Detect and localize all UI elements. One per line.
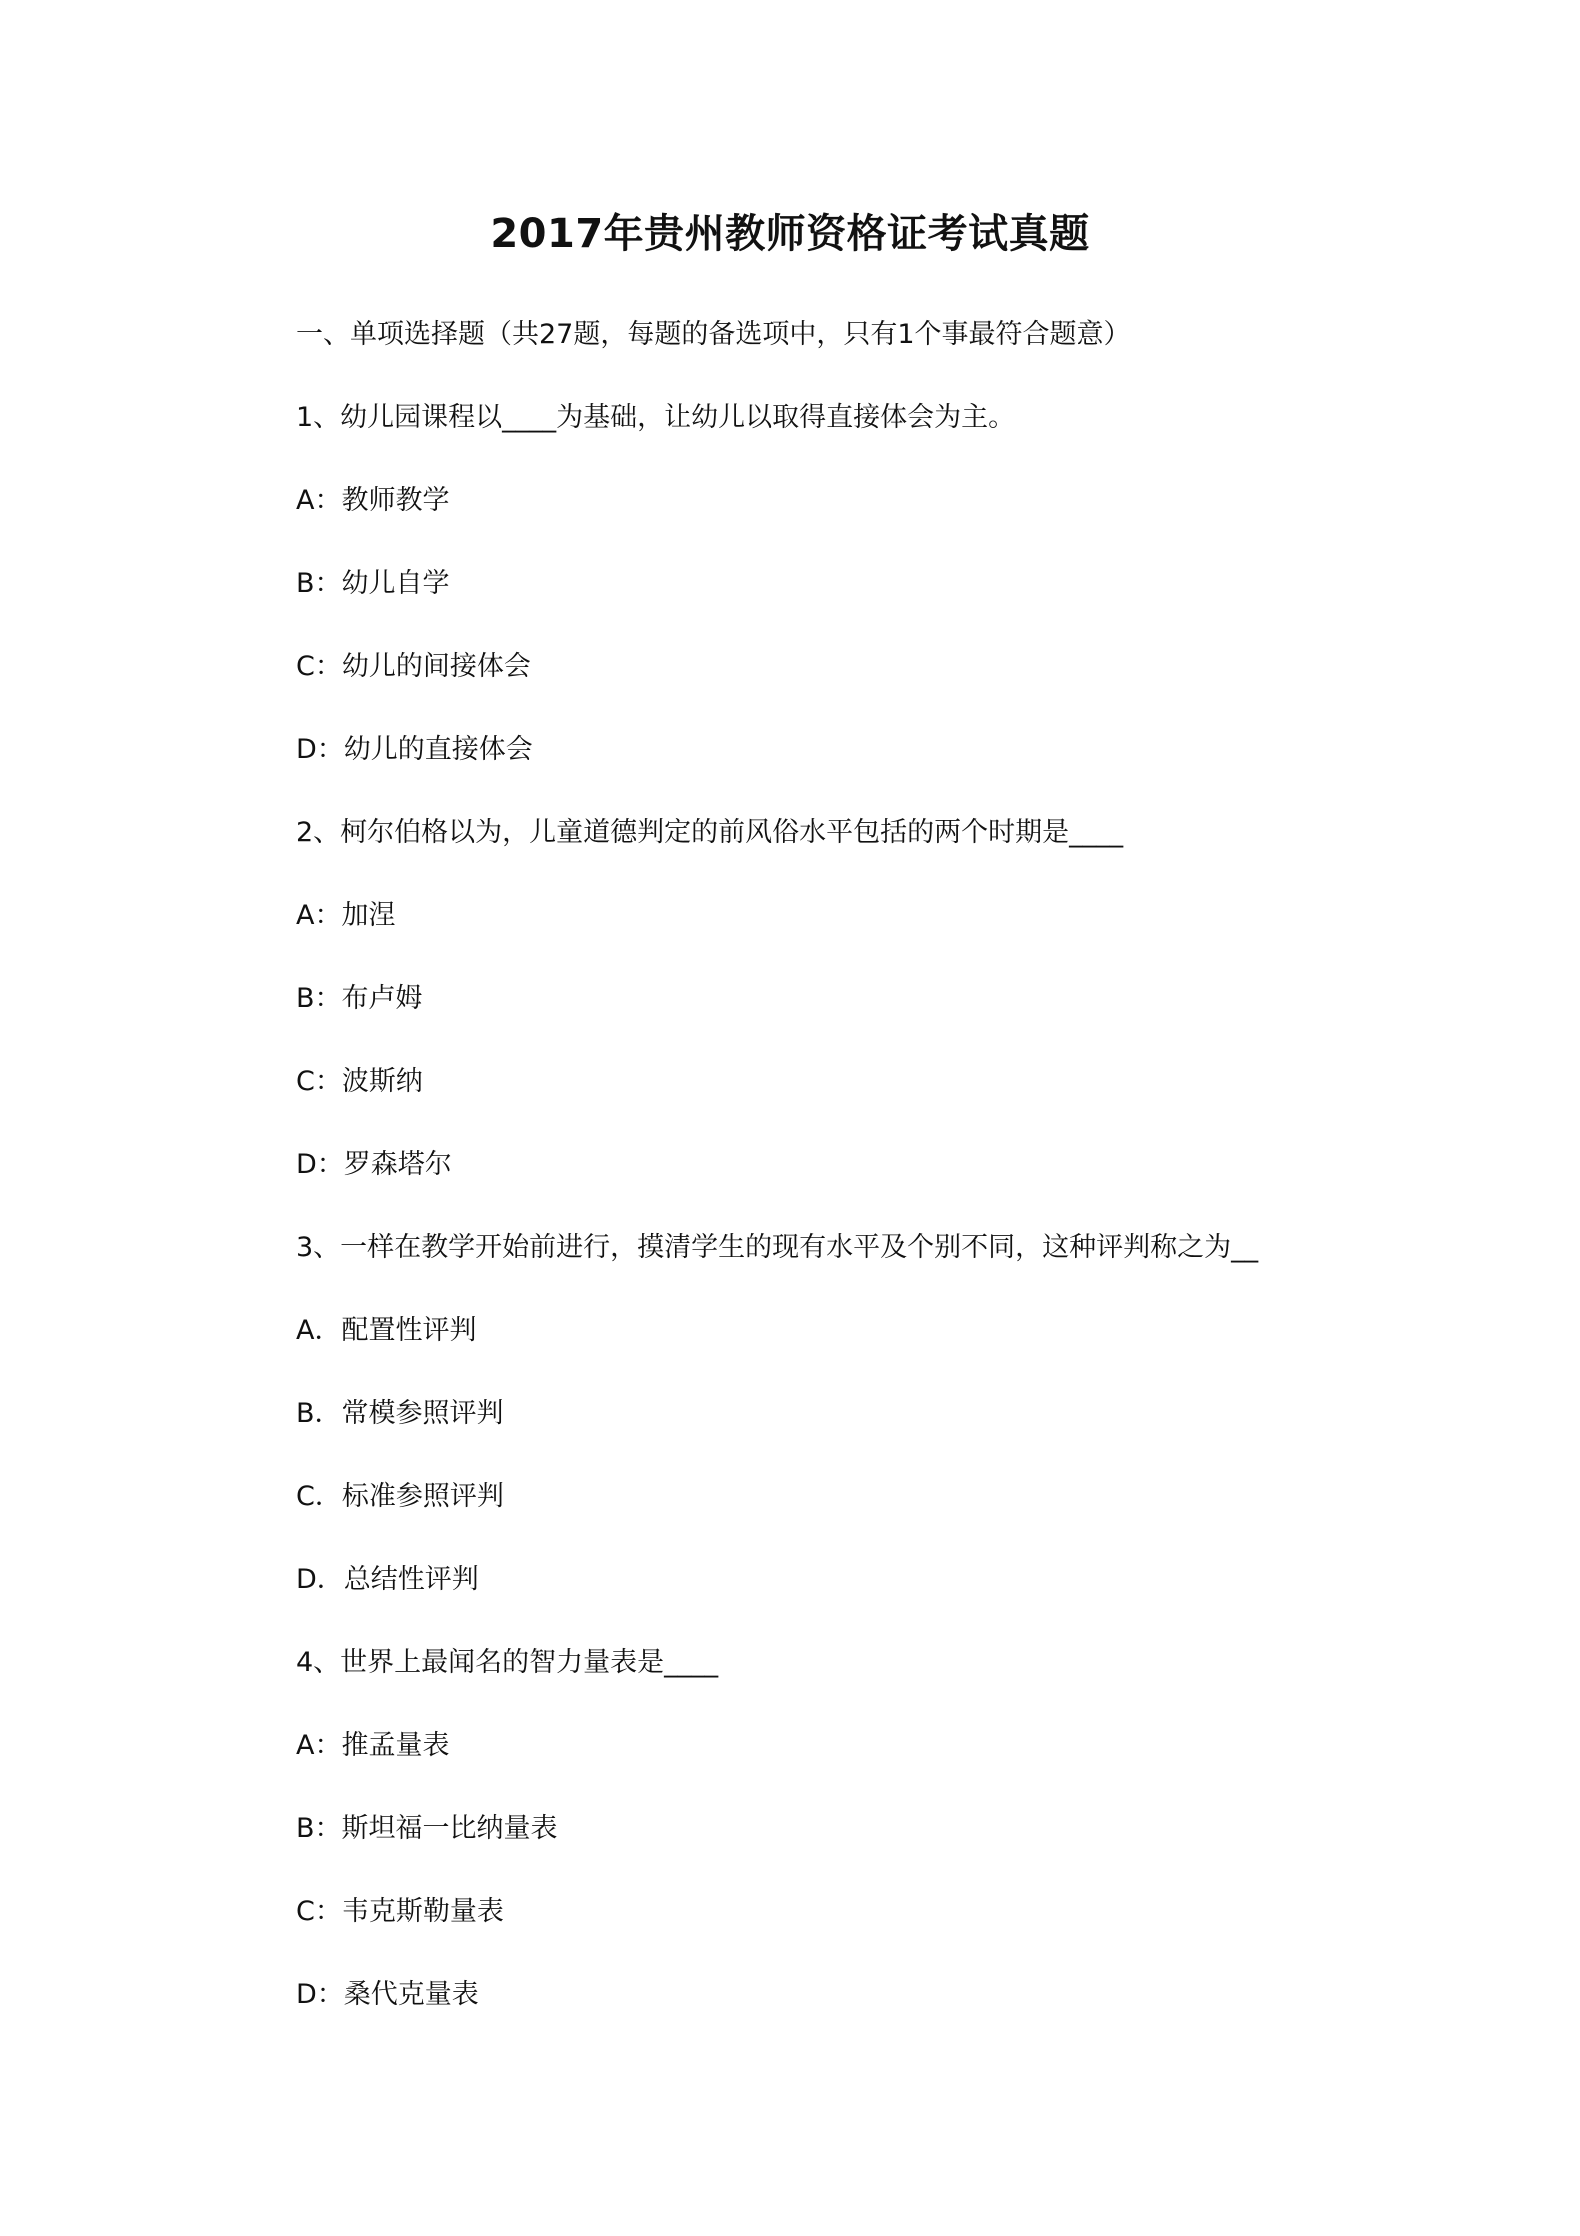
question-4-option-d: D：桑代克量表 [296,1979,479,2010]
question-stem-4: 4、世界上最闻名的智力量表是____ [296,1647,719,1678]
question-2-option-d: D：罗森塔尔 [296,1149,452,1180]
question-2-option-c: C：波斯纳 [296,1066,423,1097]
question-3-option-a: A．配置性评判 [296,1315,477,1346]
question-2-option-b: B：布卢姆 [296,983,423,1014]
document-title: 2017年贵州教师资格证考试真题 [490,211,1090,257]
question-2-option-a: A：加涅 [296,900,396,931]
question-1-option-d: D：幼儿的直接体会 [296,734,533,765]
question-stem-3: 3、一样在教学开始前进行，摸清学生的现有水平及个别不同，这种评判称之为__ [296,1232,1259,1263]
document-body [296,316,1396,2059]
question-3-option-b: B．常模参照评判 [296,1398,504,1429]
section-heading: 一、单项选择题（共27题，每题的备选项中，只有1个事最符合题意） [296,319,1131,350]
question-3-option-c: C．标准参照评判 [296,1481,504,1512]
question-1-option-a: A：教师教学 [296,485,450,516]
question-4-option-b: B：斯坦福一比纳量表 [296,1813,558,1844]
question-stem-1: 1、幼儿园课程以____为基础，让幼儿以取得直接体会为主。 [296,402,1016,433]
question-stem-2: 2、柯尔伯格以为，儿童道德判定的前风俗水平包括的两个时期是____ [296,817,1124,848]
question-1-option-c: C：幼儿的间接体会 [296,651,531,682]
question-4-option-a: A：推孟量表 [296,1730,450,1761]
question-4-option-c: C：韦克斯勒量表 [296,1896,504,1927]
question-3-option-d: D．总结性评判 [296,1564,479,1595]
question-1-option-b: B：幼儿自学 [296,568,450,599]
